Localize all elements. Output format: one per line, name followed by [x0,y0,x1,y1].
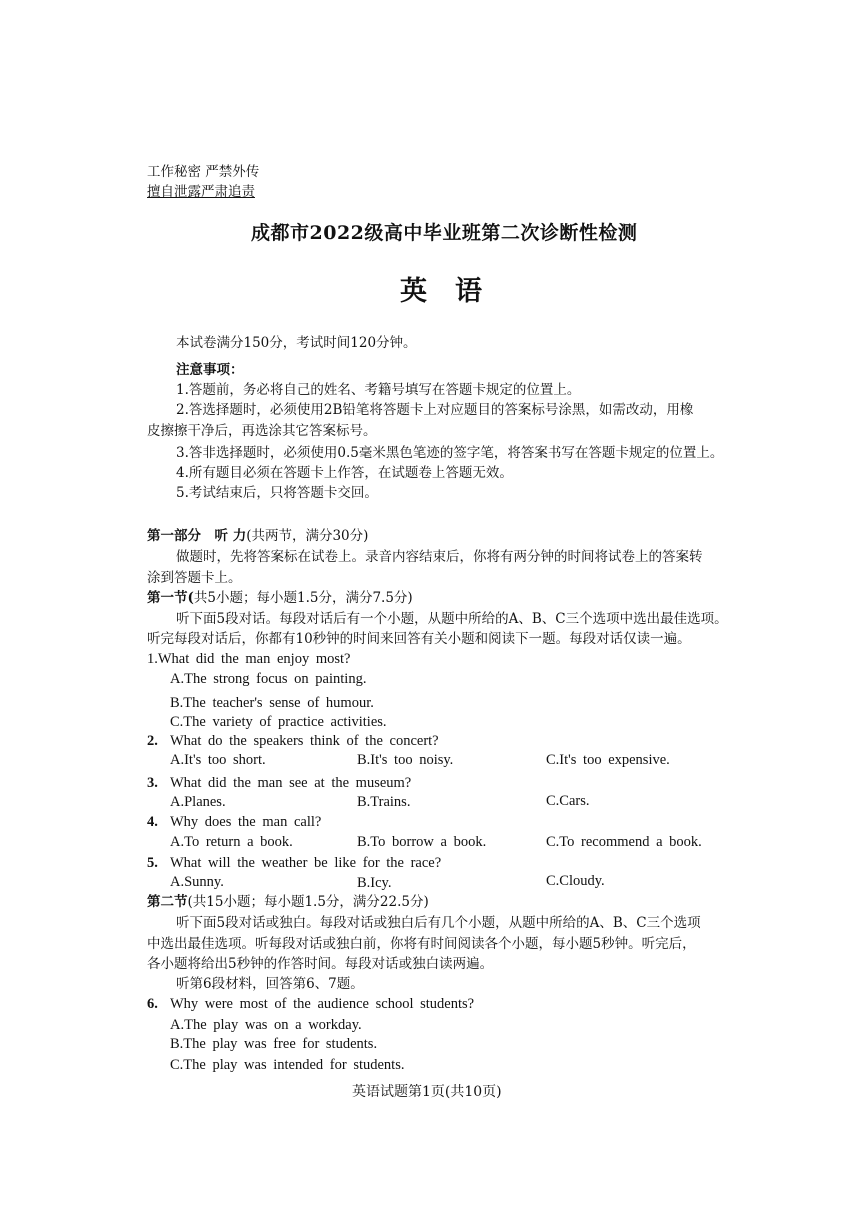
q5-option-c: C.Cloudy. [546,873,605,889]
section2-heading [147,894,429,910]
q2-option-a: A.It's too short. [170,752,266,768]
part1-intro: 做题时，先将答案标在试卷上。录音内容结束后，你将有两分钟的时间将试卷上的答案转 [176,549,703,565]
q6-text: Why were most of the audience school students? [170,996,475,1012]
part1-intro-cont: 涂到答题卡上。 [147,570,242,586]
q4-option-c: C.To recommend a book. [546,834,702,850]
q5-option-b: B.Icy. [357,875,392,891]
section1-heading [147,590,413,606]
q4-option-b: B.To borrow a book. [357,834,487,850]
q1-option-a: A.The strong focus on painting. [170,671,367,687]
notes-heading: 注意事项： [176,362,244,378]
q5-text: What will the weather be like for the race? [170,855,442,871]
q2-option-b: B.It's too noisy. [357,752,454,768]
q5-number: 5. [147,855,158,871]
q3-number: 3. [147,775,158,791]
subject-title: 英语 [400,276,510,307]
q1-option-c: C.The variety of practice activities. [170,714,387,730]
q2-text: What do the speakers think of the concert? [170,733,439,749]
section1-heading-note: 共5小题；每小题1.5分，满分7.5分) [193,590,413,606]
material-instruction: 听第6段材料，回答第6、7题。 [176,976,364,992]
section1-instruction-cont: 听完每段对话后，你都有10秒钟的时间来回答有关小题和阅读下一题。每段对话仅读一遍。 [147,631,691,647]
note-item-2-cont: 皮擦擦干净后，再选涂其它答案标号。 [147,423,377,439]
section1-heading-label: 第一节( [147,590,194,606]
question-number: 1. [147,651,158,667]
exam-intro: 本试卷满分150分，考试时间120分钟。 [176,335,417,351]
page-footer: 英语试题第1页(共10页) [352,1084,502,1100]
exam-title: 成都市2022级高中毕业班第二次诊断性检测 [251,222,638,244]
note-item-4: 4.所有题目必须在答题卡上作答，在试题卷上答题无效。 [176,465,513,481]
part1-heading [147,528,368,544]
question-text: What did the man enjoy most? [157,651,351,667]
q3-option-b: B.Trains. [357,794,411,810]
q6-option-c: C.The play was intended for students. [170,1057,405,1073]
part1-heading-note: (共两节，满分30分) [246,528,369,544]
q6-option-b: B.The play was free for students. [170,1036,378,1052]
section2-instruction-cont: 中选出最佳选项。听每段对话或独白前，你将有时间阅读各个小题，每小题5秒钟。听完后， [147,936,696,952]
confidential-notice: 工作秘密 严禁外传 [147,164,260,180]
q1-option-b: B.The teacher's sense of humour. [170,695,374,711]
section2-instruction: 听下面5段对话或独白。每段对话或独白后有几个小题，从题中所给的A、B、C三个选项 [176,915,701,931]
q3-text: What did the man see at the museum? [170,775,412,791]
question-1 [147,651,350,668]
note-item-1: 1.答题前，务必将自己的姓名、考籍号填写在答题卡规定的位置上。 [176,382,581,398]
q4-number: 4. [147,814,158,830]
q3-option-a: A.Planes. [170,794,226,810]
note-item-3: 3.答非选择题时，必须使用0.5毫米黑色笔迹的签字笔，将答案书写在答题卡规定的位置上。 [176,445,724,461]
q4-text: Why does the man call? [170,814,322,830]
note-item-5: 5.考试结束后，只将答题卡交回。 [176,485,378,501]
q6-option-a: A.The play was on a workday. [170,1017,362,1033]
section2-heading-label: 第二节 [147,894,188,910]
q3-option-c: C.Cars. [546,793,590,809]
note-item-2: 2.答选择题时，必须使用2B铅笔将答题卡上对应题目的答案标号涂黑，如需改动，用橡 [176,402,694,418]
section2-instruction-cont2: 各小题将给出5秒钟的作答时间。每段对话或独白读两遍。 [147,956,494,972]
q4-option-a: A.To return a book. [170,834,293,850]
section1-instruction: 听下面5段对话。每段对话后有一个小题，从题中所给的A、B、C三个选项中选出最佳选项。 [176,611,728,627]
q6-number: 6. [147,996,158,1012]
part1-heading-label: 第一部分 听 力 [147,528,247,544]
section2-heading-note: (共15小题；每小题1.5分，满分22.5分) [187,894,429,910]
q2-number: 2. [147,733,158,749]
q5-option-a: A.Sunny. [170,874,224,890]
q2-option-c: C.It's too expensive. [546,752,670,768]
confidential-warning: 擅自泄露严肃追责 [147,184,255,200]
